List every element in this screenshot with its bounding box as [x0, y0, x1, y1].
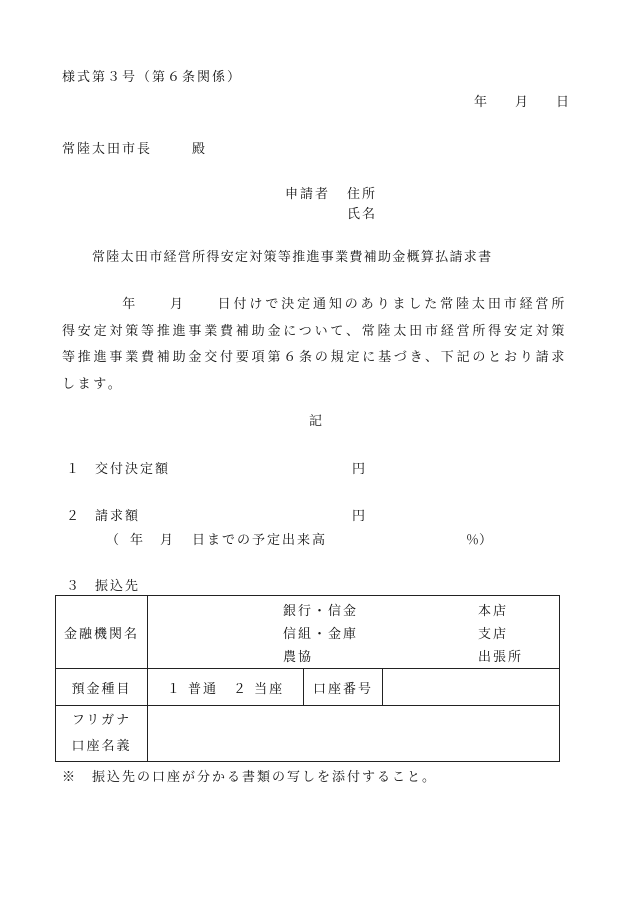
item2-sub-close: ％） [466, 533, 493, 548]
item2-sub-open: （ [106, 533, 120, 548]
item1-label: 交付決定額 [95, 462, 171, 477]
account-number-label-cell [304, 669, 383, 706]
branch-head: 本店 [478, 604, 509, 619]
date-month: 月 [515, 95, 529, 110]
deposit-options: １ 普通 ２ 当座 [166, 681, 285, 697]
branch-branch: 支店 [478, 627, 509, 642]
type-agri-coop: 農協 [283, 650, 314, 665]
item2-unit: 円 [352, 509, 366, 524]
item2-number: ２ [66, 509, 80, 524]
form-number: 様式第３号（第６条関係） [62, 70, 243, 85]
deposit-label: 預金種目 [71, 681, 132, 697]
item1-unit: 円 [352, 462, 366, 477]
deposit-label-cell [56, 669, 148, 706]
item2-label: 請求額 [95, 509, 141, 524]
honorific: 殿 [192, 142, 206, 157]
account-number-label: 口座番号 [312, 681, 373, 697]
item2-sub-year: 年 [130, 533, 144, 548]
furigana-label: フリガナ [71, 712, 132, 728]
date-year: 年 [474, 95, 488, 110]
account-number-value-cell [383, 669, 560, 706]
applicant-name-label: 氏名 [347, 207, 378, 222]
deposit-options-cell [148, 669, 304, 706]
item3-label: 振込先 [95, 579, 141, 594]
type-bank: 銀行・信金 [283, 604, 359, 619]
attachment-note: ※ 振込先の口座が分かる書類の写しを添付すること。 [62, 770, 438, 785]
body-text: 年 月 日付けで決定通知のありました常陸太田市経営所得安定対策等推進事業費補助金について、常陸太田市経営所得安定対策等推進事業費補助金交付要項第６条の規定に基づき、下記のとおり請求します。 [62, 297, 567, 392]
account-name-label: 口座名義 [71, 738, 132, 754]
account-name-value-cell [148, 706, 560, 762]
addressee: 常陸太田市長 [62, 142, 153, 157]
account-name-label-cell [56, 706, 148, 762]
body-paragraph [62, 292, 567, 398]
institution-label-cell [56, 596, 148, 669]
bank-account-table [55, 595, 560, 762]
institution-cell [148, 596, 560, 669]
applicant-address-label: 住所 [347, 187, 378, 202]
item3-number: ３ [66, 579, 80, 594]
date-day: 日 [556, 95, 570, 110]
item1-number: １ [66, 462, 80, 477]
document-title: 常陸太田市経営所得安定対策等推進事業費補助金概算払請求書 [92, 250, 493, 265]
institution-label: 金融機関名 [63, 626, 139, 642]
item2-sub-month: 月 [160, 533, 174, 548]
type-credit-union: 信組・金庫 [283, 627, 359, 642]
applicant-label: 申請者 [285, 187, 331, 202]
item2-sub-text: 日までの予定出来高 [192, 533, 328, 548]
ki-heading: 記 [309, 414, 323, 429]
branch-office: 出張所 [478, 650, 524, 665]
